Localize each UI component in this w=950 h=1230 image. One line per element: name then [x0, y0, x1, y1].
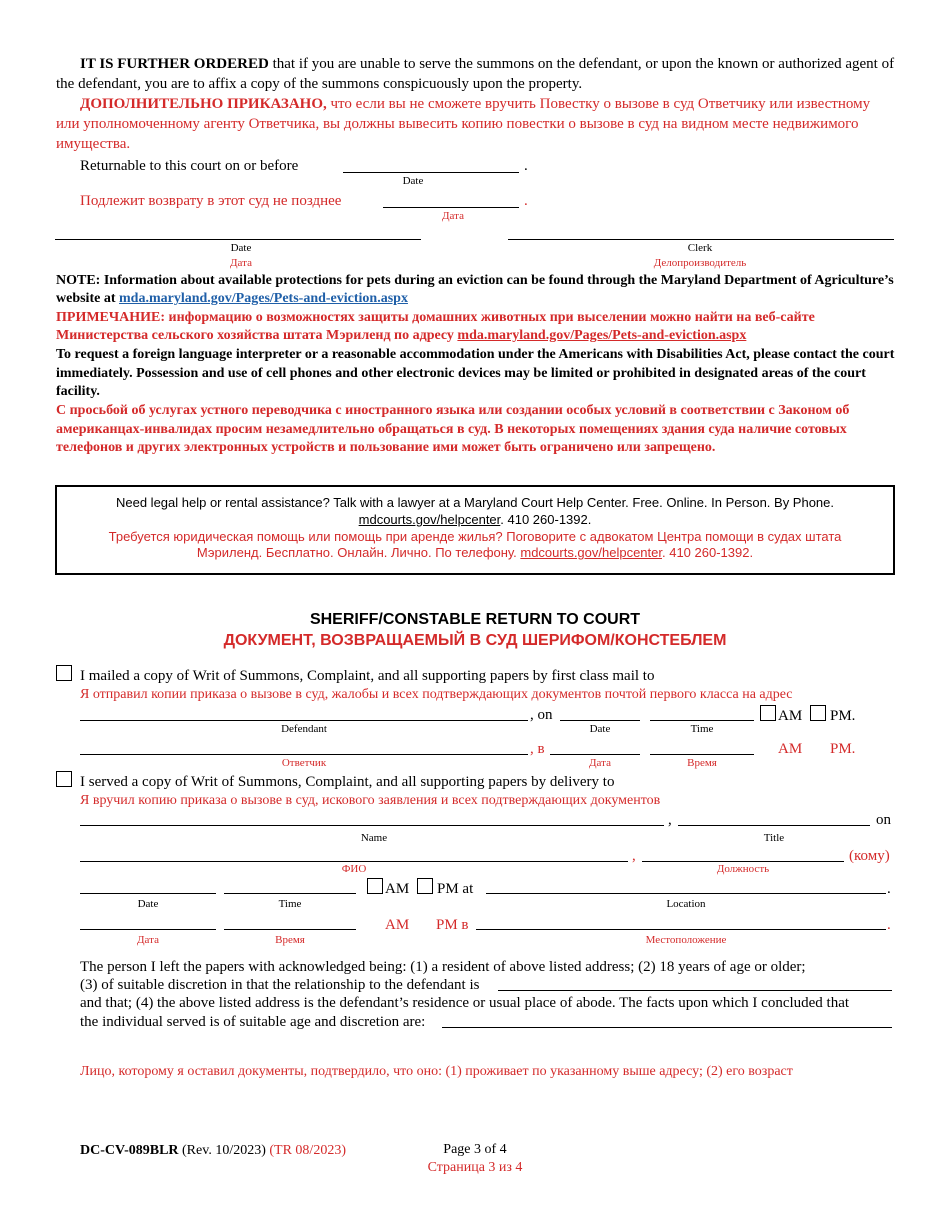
mailed-date-field-ru[interactable]: [550, 754, 640, 755]
served-pm-checkbox[interactable]: [417, 878, 433, 894]
served-date-field-ru[interactable]: [80, 929, 216, 930]
mailed-on-en: , on: [530, 707, 553, 723]
served-name-label-ru: ФИО: [341, 863, 367, 875]
pets-note-text-en: NOTE: Information about available protections for pets during an eviction can be found through the Maryland Department of Agriculture’s website at: [56, 273, 894, 306]
order-lead-ru: ДОПОЛНИТЕЛЬНО ПРИКАЗАНО,: [80, 96, 327, 112]
clerk-signature-field[interactable]: [508, 239, 894, 240]
served-whom-ru: (кому): [849, 848, 890, 864]
mailed-pm-label: PM.: [830, 708, 856, 724]
form-tr: (TR 08/2023): [269, 1143, 346, 1158]
served-text-ru: Я вручил копию приказа о вызове в суд, искового заявления и всех подтверждающих документов: [80, 793, 661, 808]
returnable-text-en: Returnable to this court on or before: [80, 158, 299, 174]
returnable-period-en: .: [524, 158, 528, 174]
pets-link-ru[interactable]: mda.maryland.gov/Pages/Pets-and-eviction.aspx: [457, 328, 747, 343]
mailed-time-label-en: Time: [690, 723, 714, 735]
served-am-checkbox[interactable]: [367, 878, 383, 894]
returnable-date-field-ru[interactable]: [383, 207, 519, 208]
ack-text-ru: Лицо, которому я оставил документы, подтвердило, что оно: (1) проживает по указанному выше адресу; (2) его возраст: [80, 1064, 793, 1079]
served-pm-v-label: PM в: [436, 917, 469, 933]
served-time-label-en: Time: [278, 898, 302, 910]
helpcenter-link-ru[interactable]: mdcourts.gov/helpcenter: [520, 545, 662, 560]
signature-date-field[interactable]: [55, 239, 421, 240]
served-name-field[interactable]: [80, 825, 664, 826]
help-phone-en: . 410 260-1392.: [500, 512, 592, 527]
served-location-label-en: Location: [666, 898, 706, 910]
served-location-field[interactable]: [486, 893, 886, 894]
mailed-text-ru: Я отправил копии приказа о вызове в суд, жалобы и всех подтверждающих документов почтой первого класса на адрес: [80, 687, 793, 702]
page-number-en: Page 3 of 4: [443, 1142, 507, 1157]
served-am-label-ru: AM: [385, 917, 410, 933]
served-pm-at-label: PM at: [437, 881, 474, 897]
mailed-on-ru: , в: [530, 741, 545, 757]
served-checkbox[interactable]: [56, 771, 72, 787]
served-period-ru: .: [887, 917, 891, 933]
ack-line3: and that; (4) the above listed address is the defendant’s residence or usual place of abode. The facts upon which I concluded that: [80, 995, 850, 1011]
ack-relationship-field[interactable]: [498, 990, 892, 991]
interpreter-note-en: To request a foreign language interpreter or a reasonable accommodation under the Americans with Disabilities Act, please contact the court immediately. Possession and use of cell phones and other electronic devices may be limited or prohibited in designated areas of the court facility.: [56, 347, 895, 399]
pets-note-ru: [56, 309, 896, 345]
return-title-ru: ДОКУМЕНТ, ВОЗВРАЩАЕМЫЙ В СУД ШЕРИФОМ/КОНСТЕБЛЕМ: [223, 632, 727, 649]
mailed-am-label-ru: AM: [778, 741, 803, 757]
mailed-date-field[interactable]: [560, 720, 640, 721]
served-date-label-en: Date: [137, 898, 159, 910]
pets-link-en[interactable]: mda.maryland.gov/Pages/Pets-and-eviction.aspx: [119, 291, 408, 306]
order-text-ru: что если вы не сможете вручить Повестку о вызове в суд Ответчику или известному или уполномоченному агенту Ответчика, вы должны вывесить копию повестки о вызове в суд на видном месте недвижимого имущества.: [56, 96, 871, 152]
mailed-am-checkbox[interactable]: [760, 705, 776, 721]
help-phone-ru: . 410 260-1392.: [662, 545, 754, 560]
mailed-defendant-label-en: Defendant: [281, 723, 327, 735]
returnable-date-label-ru: Дата: [442, 210, 464, 222]
help-box: [55, 485, 895, 575]
served-date-field[interactable]: [80, 893, 216, 894]
served-location-field-ru[interactable]: [476, 929, 886, 930]
helpcenter-link-en[interactable]: mdcourts.gov/helpcenter: [358, 512, 501, 527]
served-on-label: on: [876, 812, 891, 828]
returnable-date-field[interactable]: [343, 172, 519, 173]
mailed-pm-label-ru: PM.: [830, 741, 856, 757]
served-title-label-en: Title: [763, 832, 785, 844]
mailed-am-label: AM: [778, 708, 803, 724]
served-time-field[interactable]: [224, 893, 356, 894]
served-date-label-ru: Дата: [137, 934, 159, 946]
signature-date-label-ru: Дата: [230, 257, 252, 269]
served-time-field-ru[interactable]: [224, 929, 356, 930]
clerk-label-en: Clerk: [687, 242, 713, 254]
served-am-label: AM: [385, 881, 410, 897]
mailed-time-field-ru[interactable]: [650, 754, 754, 755]
help-box-line2-ru: [57, 545, 893, 561]
mailed-time-field[interactable]: [650, 720, 754, 721]
help-box-line2-en: [57, 512, 893, 528]
order-lead-en: IT IS FURTHER ORDERED: [80, 56, 269, 72]
interpreter-note-ru: С просьбой об услугах устного переводчика с иностранного языка или создании особых условий в соответствии с Законом об американцах-инвалидах просим незамедлительно обращаться в суд. В некоторых помещениях здания суда наличие сотовых телефонов и других электронных устройств и пользование ими может быть ограничено или запрещено.: [56, 403, 850, 455]
served-name-field-ru[interactable]: [80, 861, 628, 862]
served-comma-en: ,: [668, 812, 672, 828]
mailed-defendant-field-ru[interactable]: [80, 754, 528, 755]
served-location-label-ru: Местоположение: [645, 934, 727, 946]
mailed-time-label-ru: Время: [687, 757, 717, 769]
mailed-date-label-ru: Дата: [589, 757, 611, 769]
ack-facts-field[interactable]: [442, 1027, 892, 1028]
served-text-en: I served a copy of Writ of Summons, Complaint, and all supporting papers by delivery to: [80, 774, 615, 790]
ack-line2: (3) of suitable discretion in that the relationship to the defendant is: [80, 977, 480, 993]
served-title-label-ru: Должность: [716, 863, 770, 875]
served-name-label-en: Name: [360, 832, 388, 844]
served-title-field-ru[interactable]: [642, 861, 844, 862]
mailed-checkbox[interactable]: [56, 665, 72, 681]
help-box-ru-text: Мэриленд. Бесплатно. Онлайн. Лично. По телефону.: [196, 545, 521, 560]
return-title-en: SHERIFF/CONSTABLE RETURN TO COURT: [309, 611, 641, 628]
signature-date-label-en: Date: [230, 242, 252, 254]
order-paragraph-ru: [56, 94, 896, 154]
form-id: [80, 1142, 346, 1160]
form-number: DC-CV-089BLR: [80, 1143, 179, 1158]
served-period-en: .: [887, 881, 891, 897]
pets-note-text-ru: ПРИМЕЧАНИЕ: информацию о возможностях защиты домашних животных при выселении можно найти на веб-сайте Министерства сельского хозяйства штата Мэриленд по адресу: [56, 310, 815, 343]
mailed-defendant-label-ru: Ответчик: [281, 757, 327, 769]
ack-line4: the individual served is of suitable age and discretion are:: [80, 1014, 426, 1030]
mailed-text-en: I mailed a copy of Writ of Summons, Complaint, and all supporting papers by first class mail to: [80, 668, 655, 684]
order-paragraph-en: [56, 54, 896, 94]
form-rev: (Rev. 10/2023): [178, 1143, 270, 1158]
mailed-defendant-field[interactable]: [80, 720, 528, 721]
ack-line1: The person I left the papers with acknowledged being: (1) a resident of above listed address; (2) 18 years of age or older;: [80, 959, 806, 975]
clerk-label-ru: Делопроизводитель: [653, 257, 747, 269]
served-comma-ru: ,: [632, 848, 636, 864]
served-time-label-ru: Время: [275, 934, 305, 946]
help-box-line1-ru: Требуется юридическая помощь или помощь при аренде жилья? Поговорите с адвокатом Центра помощи в судах штата: [108, 529, 842, 544]
returnable-date-label-en: Date: [402, 175, 424, 187]
order-text-en: that if you are unable to serve the summons on the defendant, or upon the known or authorized agent of the defendant, you are to affix a copy of the summons conspicuously upon the property.: [56, 56, 895, 92]
page-number-ru: Страница 3 из 4: [427, 1160, 523, 1175]
help-box-line1-en: Need legal help or rental assistance? Talk with a lawyer at a Maryland Court Help Center. Free. Online. In Person. By Phone.: [115, 495, 835, 510]
mailed-pm-checkbox[interactable]: [810, 705, 826, 721]
mailed-date-label-en: Date: [589, 723, 611, 735]
pets-note-en: [56, 272, 896, 308]
returnable-text-ru: Подлежит возврату в этот суд не позднее: [80, 193, 342, 209]
returnable-period-ru: .: [524, 193, 528, 209]
served-title-field[interactable]: [678, 825, 870, 826]
